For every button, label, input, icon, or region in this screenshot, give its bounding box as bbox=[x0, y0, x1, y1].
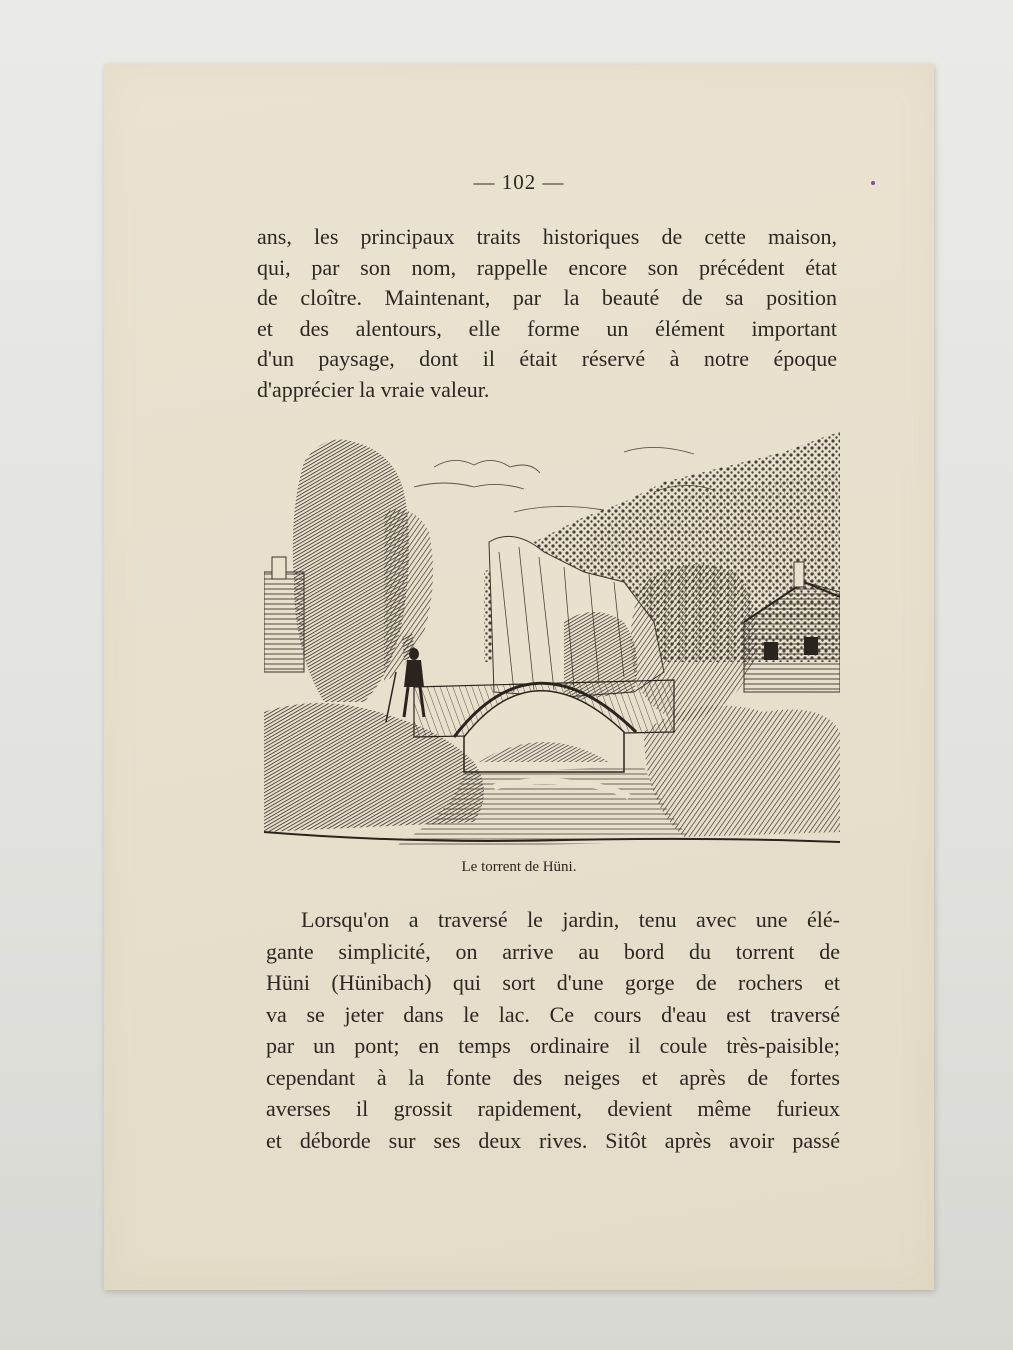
paragraph-bottom bbox=[266, 904, 840, 1156]
text-line: qui, par son nom, rappelle encore son précédent état bbox=[257, 254, 837, 280]
figure-caption: Le torrent de Hüni. bbox=[461, 859, 577, 875]
text-line: et des alentours, elle forme un élément important bbox=[257, 315, 837, 341]
text-line: Lorsqu'on a traversé le jardin, tenu avec une élé- bbox=[301, 907, 840, 932]
page-number: — 102 — bbox=[473, 170, 565, 194]
text-line: et déborde sur ses deux rives. Sitôt après avoir passé bbox=[266, 1127, 840, 1153]
text-line: Hüni (Hünibach) qui sort d'une gorge de rochers et bbox=[266, 970, 840, 995]
text-line: ans, les principaux traits historiques de cette maison, bbox=[257, 224, 837, 249]
text-line: par un pont; en temps ordinaire il coule très-paisible; bbox=[266, 1033, 840, 1058]
text-line: averses il grossit rapidement, devient même furieux bbox=[266, 1096, 840, 1121]
paragraph-top bbox=[257, 222, 837, 406]
engraving-illustration bbox=[264, 432, 840, 850]
text-line: gante simplicité, on arrive au bord du torrent de bbox=[266, 938, 840, 964]
text-line: d'un paysage, dont il était réservé à notre époque bbox=[257, 346, 837, 372]
text-line: va se jeter dans le lac. Ce cours d'eau est traversé bbox=[266, 1001, 840, 1027]
book-page bbox=[104, 64, 934, 1290]
text-line: d'apprécier la vraie valeur. bbox=[257, 376, 490, 402]
text-line: de cloître. Maintenant, par la beauté de sa position bbox=[257, 285, 837, 311]
text-line: cependant à la fonte des neiges et après de fortes bbox=[266, 1064, 840, 1090]
